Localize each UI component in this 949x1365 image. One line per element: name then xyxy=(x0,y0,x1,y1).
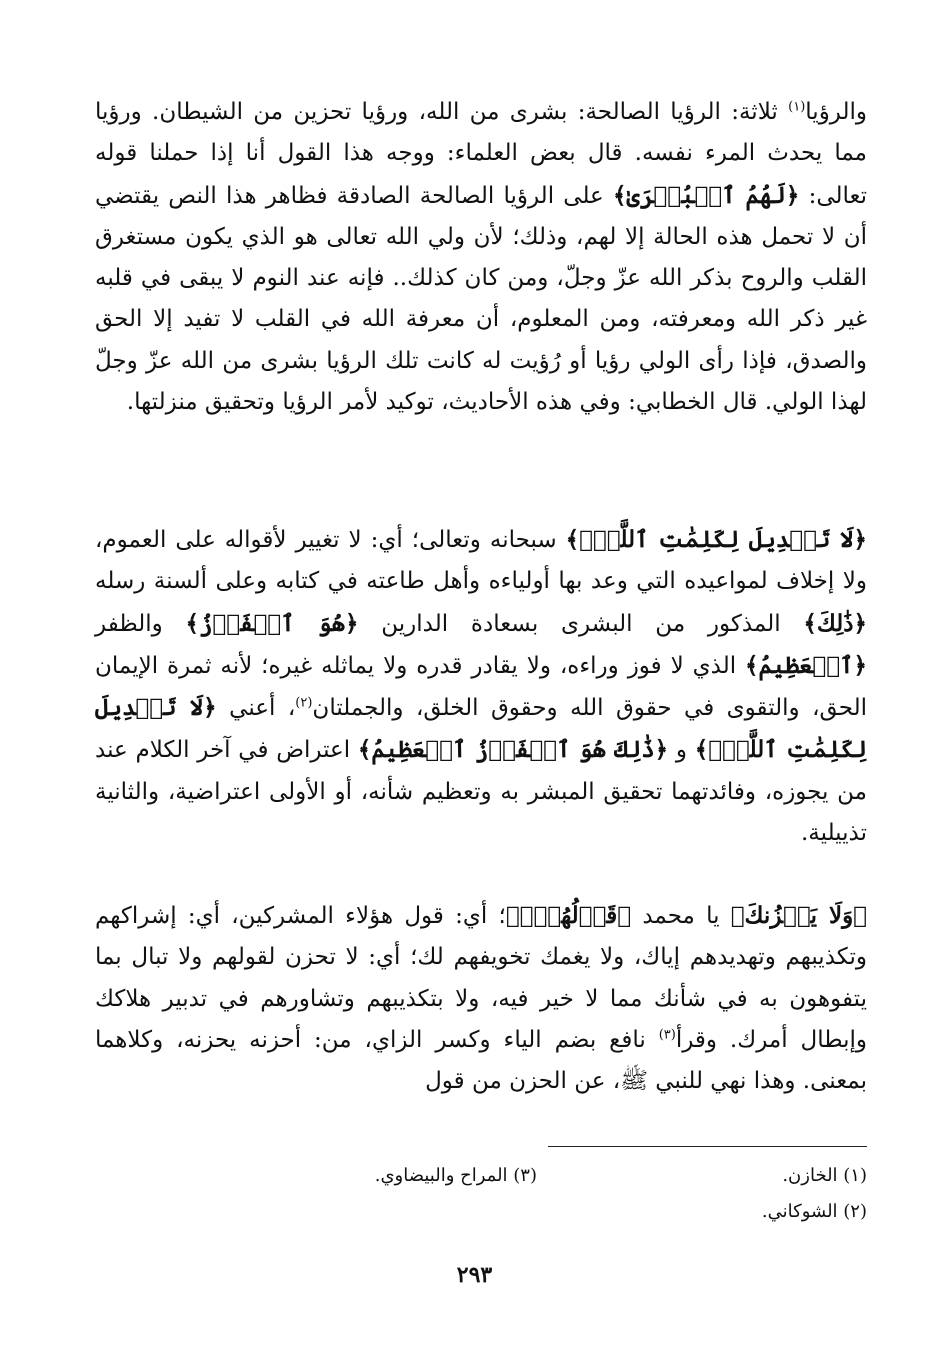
paragraph-text: ثلاثة: الرؤيا الصالحة: بشرى من الله، ورؤيا تحزين من الشيطان. ورؤيا مما يحدث المرء نفسه. قال بعض العلماء: ووجه هذا القول أنا إذا حملنا قوله تعالى: xyxy=(95,99,867,209)
quran-citation: ﴿لَا تَبۡدِيلَ لِكَلِمَٰتِ ٱللَّهِۚ﴾ xyxy=(95,694,868,764)
paragraph-text: و xyxy=(668,737,695,764)
footnote-marker: (٣) xyxy=(658,1027,676,1043)
quran-citation: ﴿لَا تَبۡدِيلَ لِكَلِمَٰتِ ٱللَّهِۚ﴾ xyxy=(565,526,867,553)
footnote-2: (٢) الشوكاني. xyxy=(761,1201,867,1222)
paragraph-2 xyxy=(95,519,867,854)
paragraph-text: نافع بضم الياء وكسر الزاي، من: أحزنه يحزنه، وكلاهما بمعنى. وهذا نهي للنبي ﷺ، عن الحزن من قول xyxy=(95,1026,867,1095)
paragraph-text: المذكور من البشرى بسعادة الدارين xyxy=(358,610,804,637)
quran-citation: ﴿لَهُمُ ٱلۡبُشۡرَىٰ﴾ xyxy=(612,181,800,209)
footnote-marker: (٢) xyxy=(295,695,313,711)
footnote-1: (١) الخازن. xyxy=(782,1165,867,1186)
quran-citation: ﴿ذَٰلِكَ هُوَ ٱلۡفَوۡزُ ٱلۡعَظِيمُ﴾ xyxy=(357,736,669,764)
paragraph-text: ، أعني xyxy=(216,695,296,722)
footnote-marker: (١) xyxy=(788,99,806,115)
paragraph-text: والظفر xyxy=(95,610,186,637)
paragraph-1 xyxy=(95,92,867,423)
quran-citation: ﴿قَوۡلُهُمۡۘ﴾ xyxy=(505,902,632,929)
footnotes xyxy=(95,1158,867,1230)
paragraph-text: يا محمد xyxy=(631,903,731,929)
paragraph-3 xyxy=(95,895,867,1102)
paragraph-text: اعتراض في آخر الكلام عند من يجوزه، وفائدتهما تحقيق المبشر به وتعظيم شأنه، أو الأولى اعتراضية، والثانية تذييلية. xyxy=(95,737,867,847)
footnote-3: (٣) المراح والبيضاوي. xyxy=(374,1165,537,1186)
quran-citation: ﴿ٱلۡعَظِيمُ﴾ xyxy=(745,651,867,679)
paragraph-text: الذي لا فوز وراءه، ولا يقادر قدره ولا يماثله غيره؛ لأنه ثمرة الإيمان الحق، والتقوى في حقوق الله وحقوق الخلق، والجملتان xyxy=(95,652,867,722)
paragraph-text: على الرؤيا الصالحة الصادقة فظاهر هذا النص يقتضي أن لا تحمل هذه الحالة إلا لهم، وذلك؛ لأن ولي الله تعالى هو الذي يكون مستغرق القلب والروح بذكر الله عزّ وجلّ، ومن كان كذلك.. فإنه عند النوم لا يبقى في قلبه غير ذكر الله ومعرفته، ومن المعلوم، أن معرفة الله في القلب لا تفيد إلا الحق والصدق، فإذا رأى الولي رؤيا أو رُؤيت له كانت تلك الرؤيا بشرى من الله عزّ وجلّ لهذا الولي. قال الخطابي: وفي هذه الأحاديث، توكيد لأمر الرؤيا وتحقيق منزلتها. xyxy=(95,182,867,416)
quran-citation: ﴿هُوَ ٱلۡفَوۡزُ﴾ xyxy=(185,609,359,637)
footnote-row-1 xyxy=(95,1158,867,1194)
page-number: ٢٩٣ xyxy=(456,1262,493,1288)
footnote-row-2 xyxy=(95,1194,867,1230)
paragraph-text: سبحانه وتعالى؛ أي: لا تغيير لأقواله على العموم، ولا إخلاف لمواعيده التي وعد بها أولياءه وأهل طاعته في كتابه وعلى ألسنة رسله xyxy=(95,527,867,595)
quran-citation: ﴿ذَٰلِكَ﴾ xyxy=(803,609,867,637)
paragraph-text: ؛ أي: قول هؤلاء المشركين، أي: إشراكهم وتكذيبهم وتهديدهم إياك، ولا يغمك تخويفهم لك؛ أي: لا تحزن لقولهم ولا تبال بما يتفوهون به في شأنك مما لا خير فيه، ولا بتكذيبهم وتشاورهم في تدبير هلاكك وإبطال أمرك. وقرأ xyxy=(95,903,867,1053)
footnote-separator xyxy=(548,1146,867,1147)
quran-citation: ﴿وَلَا يَحۡزُنكَ﴾ xyxy=(730,902,867,929)
paragraph-text: والرؤيا xyxy=(805,99,867,125)
